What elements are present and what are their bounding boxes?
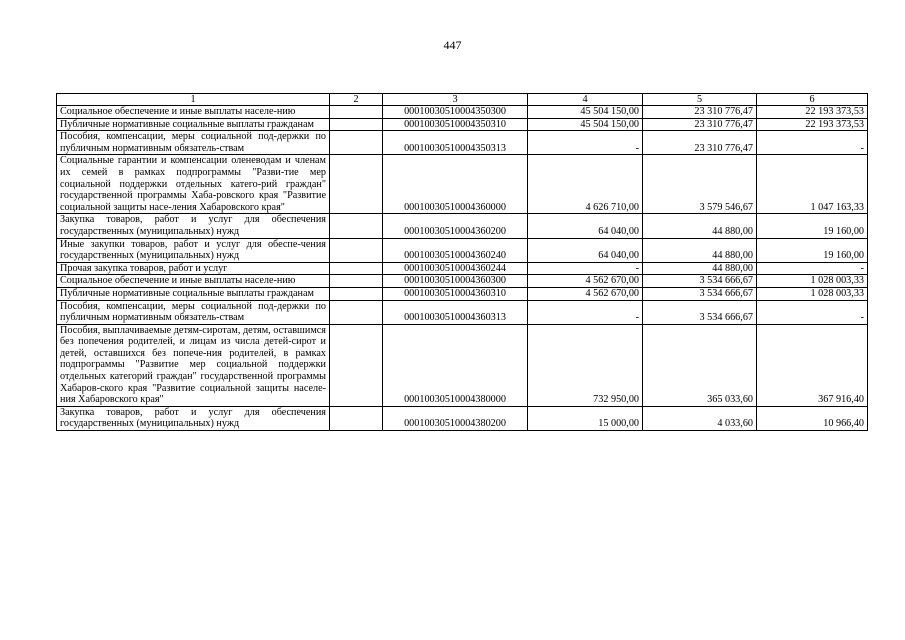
column-header: 6 [757, 94, 868, 106]
column-header: 2 [330, 94, 383, 106]
row-column-2 [330, 155, 383, 214]
row-description: Пособия, компенсации, меры социальной под-держки по публичным нормативным обязатель-ствам [57, 300, 330, 324]
row-value-4: - [528, 300, 643, 324]
row-code: 00010030510004350310 [383, 118, 528, 131]
row-description: Пособия, выплачиваемые детям-сиротам, детям, оставшимся без попечения родителей, и лицам из числа детей-сирот и детей, оставшихся без попече-ния родителей, в рамках подпрограммы "Развитие мер социальной поддержки отдельных категорий граждан" государственной программы Хабаров-ского края "Развитие социальной защиты населе-ния Хабаровского края" [57, 324, 330, 406]
row-value-6: 19 160,00 [757, 214, 868, 238]
row-code: 00010030510004380200 [383, 406, 528, 430]
row-column-2 [330, 131, 383, 155]
row-value-4: 64 040,00 [528, 238, 643, 262]
table-row [57, 238, 868, 262]
row-description: Пособия, компенсации, меры социальной под-держки по публичным нормативным обязатель-ствам [57, 131, 330, 155]
row-code: 00010030510004360300 [383, 275, 528, 288]
table-row [57, 300, 868, 324]
row-code: 00010030510004360313 [383, 300, 528, 324]
row-value-6: 1 047 163,33 [757, 155, 868, 214]
row-code: 00010030510004350300 [383, 106, 528, 119]
table-row [57, 262, 868, 275]
row-description: Иные закупки товаров, работ и услуг для обеспе-чения государственных (муниципальных) нужд [57, 238, 330, 262]
row-value-4: 4 626 710,00 [528, 155, 643, 214]
row-column-2 [330, 106, 383, 119]
row-value-4: 732 950,00 [528, 324, 643, 406]
row-description: Социальное обеспечение и иные выплаты населе-нию [57, 106, 330, 119]
row-value-4: 15 000,00 [528, 406, 643, 430]
row-value-4: 4 562 670,00 [528, 275, 643, 288]
row-code: 00010030510004350313 [383, 131, 528, 155]
row-value-6: - [757, 300, 868, 324]
row-column-2 [330, 238, 383, 262]
row-value-5: 3 579 546,67 [643, 155, 757, 214]
row-description: Публичные нормативные социальные выплаты гражданам [57, 118, 330, 131]
row-value-5: 44 880,00 [643, 238, 757, 262]
row-value-6: 10 966,40 [757, 406, 868, 430]
row-value-4: 64 040,00 [528, 214, 643, 238]
row-column-2 [330, 324, 383, 406]
row-value-5: 44 880,00 [643, 214, 757, 238]
row-value-6: - [757, 262, 868, 275]
row-value-6: 367 916,40 [757, 324, 868, 406]
row-value-5: 23 310 776,47 [643, 118, 757, 131]
row-value-6: - [757, 131, 868, 155]
row-column-2 [330, 275, 383, 288]
row-value-4: 4 562 670,00 [528, 287, 643, 300]
row-description: Прочая закупка товаров, работ и услуг [57, 262, 330, 275]
table-row [57, 275, 868, 288]
row-column-2 [330, 214, 383, 238]
row-column-2 [330, 118, 383, 131]
row-value-5: 3 534 666,67 [643, 300, 757, 324]
budget-table [56, 93, 868, 431]
row-value-5: 23 310 776,47 [643, 106, 757, 119]
row-description: Закупка товаров, работ и услуг для обеспечения государственных (муниципальных) нужд [57, 214, 330, 238]
row-value-4: 45 504 150,00 [528, 118, 643, 131]
table-row [57, 287, 868, 300]
row-value-6: 22 193 373,53 [757, 118, 868, 131]
row-column-2 [330, 262, 383, 275]
row-value-5: 4 033,60 [643, 406, 757, 430]
table-row [57, 131, 868, 155]
row-column-2 [330, 406, 383, 430]
row-code: 00010030510004360244 [383, 262, 528, 275]
row-column-2 [330, 287, 383, 300]
row-column-2 [330, 300, 383, 324]
row-value-6: 22 193 373,53 [757, 106, 868, 119]
header-row [57, 94, 868, 106]
column-header: 5 [643, 94, 757, 106]
table-row [57, 118, 868, 131]
column-header: 4 [528, 94, 643, 106]
row-code: 00010030510004360240 [383, 238, 528, 262]
row-description: Закупка товаров, работ и услуг для обеспечения государственных (муниципальных) нужд [57, 406, 330, 430]
row-description: Публичные нормативные социальные выплаты гражданам [57, 287, 330, 300]
row-value-6: 1 028 003,33 [757, 275, 868, 288]
row-code: 00010030510004360000 [383, 155, 528, 214]
row-description: Социальные гарантии и компенсации оленеводам и членам их семей в рамках подпрограммы "Разви-тие мер социальной поддержки отдельных катего-рий граждан" государственной программы Хаба-ровского края "Развитие социальной защиты насе-ления Хабаровского края" [57, 155, 330, 214]
column-header: 3 [383, 94, 528, 106]
table-row [57, 106, 868, 119]
row-description: Социальное обеспечение и иные выплаты населе-нию [57, 275, 330, 288]
row-code: 00010030510004360310 [383, 287, 528, 300]
row-value-6: 19 160,00 [757, 238, 868, 262]
row-value-5: 3 534 666,67 [643, 287, 757, 300]
table-row [57, 155, 868, 214]
table-row [57, 214, 868, 238]
row-value-5: 3 534 666,67 [643, 275, 757, 288]
row-value-5: 44 880,00 [643, 262, 757, 275]
table-row [57, 406, 868, 430]
table-row [57, 324, 868, 406]
row-value-4: 45 504 150,00 [528, 106, 643, 119]
row-value-4: - [528, 131, 643, 155]
row-value-6: 1 028 003,33 [757, 287, 868, 300]
row-value-5: 23 310 776,47 [643, 131, 757, 155]
row-value-5: 365 033,60 [643, 324, 757, 406]
row-code: 00010030510004380000 [383, 324, 528, 406]
page-number: 447 [443, 38, 462, 52]
row-code: 00010030510004360200 [383, 214, 528, 238]
row-value-4: - [528, 262, 643, 275]
column-header: 1 [57, 94, 330, 106]
